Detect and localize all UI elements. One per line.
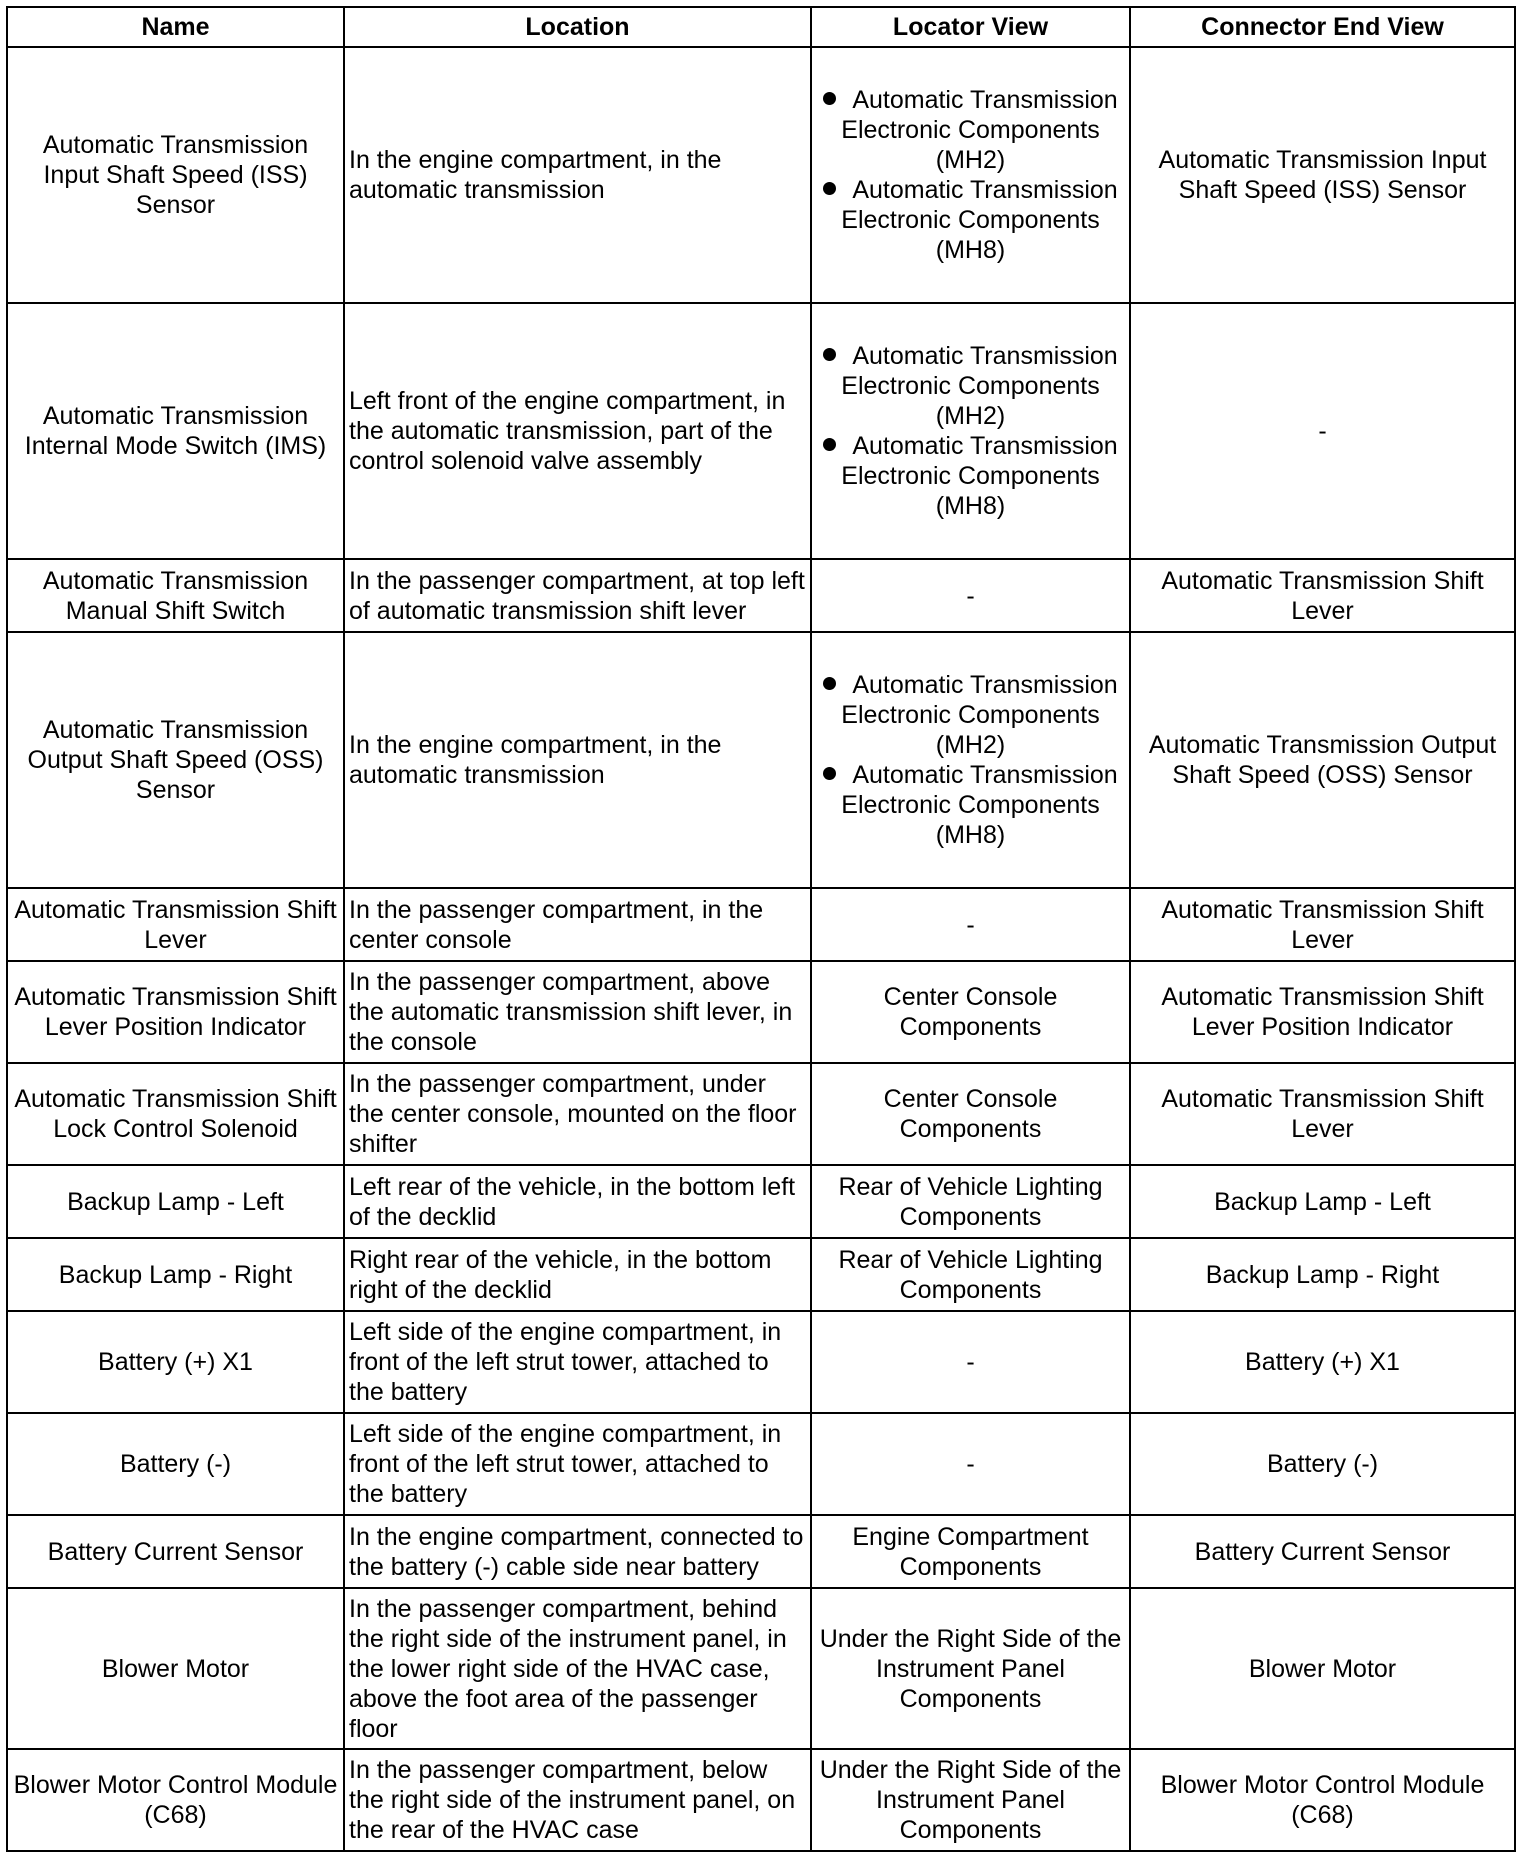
connector-end-view-cell: Backup Lamp - Right — [1130, 1238, 1515, 1311]
location-cell: In the engine compartment, connected to the battery (-) cable side near battery — [344, 1515, 811, 1588]
table-row — [7, 1413, 1515, 1515]
component-name-cell: Automatic Transmission Shift Lever — [7, 888, 344, 961]
location-cell: In the passenger compartment, under the center console, mounted on the floor shifter — [344, 1063, 811, 1165]
locator-view-link-text: Automatic Transmission Electronic Components (MH8) — [841, 432, 1118, 520]
component-name-cell: Automatic Transmission Manual Shift Switch — [7, 559, 344, 632]
location-cell: In the engine compartment, in the automatic transmission — [344, 632, 811, 888]
locator-view-cell — [811, 632, 1130, 888]
component-name-cell: Blower Motor Control Module (C68) — [7, 1749, 344, 1851]
locator-view-list — [816, 341, 1125, 521]
connector-end-view-cell: Blower Motor Control Module (C68) — [1130, 1749, 1515, 1851]
locator-view-cell: Center Console Components — [811, 1063, 1130, 1165]
bullet-icon — [823, 767, 836, 780]
locator-view-link-text: Automatic Transmission Electronic Components (MH8) — [841, 761, 1118, 849]
location-cell: Left rear of the vehicle, in the bottom left of the decklid — [344, 1165, 811, 1238]
table-row — [7, 632, 1515, 888]
locator-view-cell: Center Console Components — [811, 961, 1130, 1063]
locator-view-list-item — [816, 431, 1125, 521]
connector-end-view-cell: Automatic Transmission Shift Lever — [1130, 1063, 1515, 1165]
table-row — [7, 1311, 1515, 1413]
table-row — [7, 1063, 1515, 1165]
location-cell: Left side of the engine compartment, in front of the left strut tower, attached to the battery — [344, 1311, 811, 1413]
table-row — [7, 1749, 1515, 1851]
location-cell: In the passenger compartment, above the automatic transmission shift lever, in the console — [344, 961, 811, 1063]
locator-view-list-item — [816, 670, 1125, 760]
location-cell: In the passenger compartment, behind the right side of the instrument panel, in the lower right side of the HVAC case, above the foot area of the passenger floor — [344, 1588, 811, 1749]
locator-view-list — [816, 670, 1125, 850]
table-row — [7, 1588, 1515, 1749]
connector-end-view-cell: Blower Motor — [1130, 1588, 1515, 1749]
location-cell: In the passenger compartment, at top left of automatic transmission shift lever — [344, 559, 811, 632]
connector-end-view-cell: Automatic Transmission Shift Lever — [1130, 559, 1515, 632]
table-row — [7, 888, 1515, 961]
locator-view-cell: Engine Compartment Components — [811, 1515, 1130, 1588]
table-row — [7, 961, 1515, 1063]
location-cell: In the passenger compartment, below the right side of the instrument panel, on the rear of the HVAC case — [344, 1749, 811, 1851]
component-name-cell: Automatic Transmission Output Shaft Speed (OSS) Sensor — [7, 632, 344, 888]
table-row — [7, 1165, 1515, 1238]
connector-end-view-cell: - — [1130, 303, 1515, 559]
locator-view-cell: Rear of Vehicle Lighting Components — [811, 1165, 1130, 1238]
locator-view-list-item — [816, 341, 1125, 431]
table-row — [7, 303, 1515, 559]
header-row — [7, 7, 1515, 47]
connector-end-view-cell: Battery (-) — [1130, 1413, 1515, 1515]
locator-view-link-text: Automatic Transmission Electronic Components (MH2) — [841, 671, 1118, 759]
bullet-icon — [823, 92, 836, 105]
locator-view-link-text: Automatic Transmission Electronic Components (MH2) — [841, 86, 1118, 174]
locator-view-cell: - — [811, 1413, 1130, 1515]
locator-view-cell: - — [811, 1311, 1130, 1413]
connector-end-view-cell: Battery (+) X1 — [1130, 1311, 1515, 1413]
component-locator-table — [6, 6, 1516, 1852]
table-row — [7, 47, 1515, 303]
location-cell: Right rear of the vehicle, in the bottom right of the decklid — [344, 1238, 811, 1311]
connector-end-view-cell: Battery Current Sensor — [1130, 1515, 1515, 1588]
location-cell: In the engine compartment, in the automatic transmission — [344, 47, 811, 303]
connector-end-view-cell: Automatic Transmission Shift Lever Position Indicator — [1130, 961, 1515, 1063]
locator-view-list-item — [816, 760, 1125, 850]
header-locator-view: Locator View — [811, 7, 1130, 47]
header-location: Location — [344, 7, 811, 47]
component-name-cell: Blower Motor — [7, 1588, 344, 1749]
connector-end-view-cell: Backup Lamp - Left — [1130, 1165, 1515, 1238]
locator-view-list — [816, 85, 1125, 265]
component-name-cell: Backup Lamp - Right — [7, 1238, 344, 1311]
bullet-icon — [823, 438, 836, 451]
table-row — [7, 1515, 1515, 1588]
locator-view-cell: Under the Right Side of the Instrument Panel Components — [811, 1588, 1130, 1749]
locator-view-cell: Rear of Vehicle Lighting Components — [811, 1238, 1130, 1311]
locator-view-cell: Under the Right Side of the Instrument Panel Components — [811, 1749, 1130, 1851]
bullet-icon — [823, 182, 836, 195]
locator-view-link-text: Automatic Transmission Electronic Components (MH8) — [841, 176, 1118, 264]
location-cell: Left front of the engine compartment, in the automatic transmission, part of the control solenoid valve assembly — [344, 303, 811, 559]
table-row — [7, 1238, 1515, 1311]
locator-view-list-item — [816, 175, 1125, 265]
bullet-icon — [823, 677, 836, 690]
locator-view-list-item — [816, 85, 1125, 175]
header-name: Name — [7, 7, 344, 47]
component-locator-table-container — [6, 6, 1514, 1852]
locator-view-cell: - — [811, 888, 1130, 961]
locator-view-cell — [811, 47, 1130, 303]
component-name-cell: Automatic Transmission Shift Lock Control Solenoid — [7, 1063, 344, 1165]
component-name-cell: Backup Lamp - Left — [7, 1165, 344, 1238]
component-name-cell: Automatic Transmission Internal Mode Switch (IMS) — [7, 303, 344, 559]
component-name-cell: Automatic Transmission Shift Lever Position Indicator — [7, 961, 344, 1063]
locator-view-cell: - — [811, 559, 1130, 632]
location-cell: Left side of the engine compartment, in front of the left strut tower, attached to the battery — [344, 1413, 811, 1515]
component-name-cell: Battery (+) X1 — [7, 1311, 344, 1413]
header-connector-end-view: Connector End View — [1130, 7, 1515, 47]
connector-end-view-cell: Automatic Transmission Shift Lever — [1130, 888, 1515, 961]
component-name-cell: Automatic Transmission Input Shaft Speed (ISS) Sensor — [7, 47, 344, 303]
bullet-icon — [823, 348, 836, 361]
component-name-cell: Battery Current Sensor — [7, 1515, 344, 1588]
location-cell: In the passenger compartment, in the center console — [344, 888, 811, 961]
locator-view-link-text: Automatic Transmission Electronic Components (MH2) — [841, 342, 1118, 430]
connector-end-view-cell: Automatic Transmission Output Shaft Speed (OSS) Sensor — [1130, 632, 1515, 888]
component-name-cell: Battery (-) — [7, 1413, 344, 1515]
table-body — [7, 47, 1515, 1851]
table-row — [7, 559, 1515, 632]
connector-end-view-cell: Automatic Transmission Input Shaft Speed (ISS) Sensor — [1130, 47, 1515, 303]
locator-view-cell — [811, 303, 1130, 559]
